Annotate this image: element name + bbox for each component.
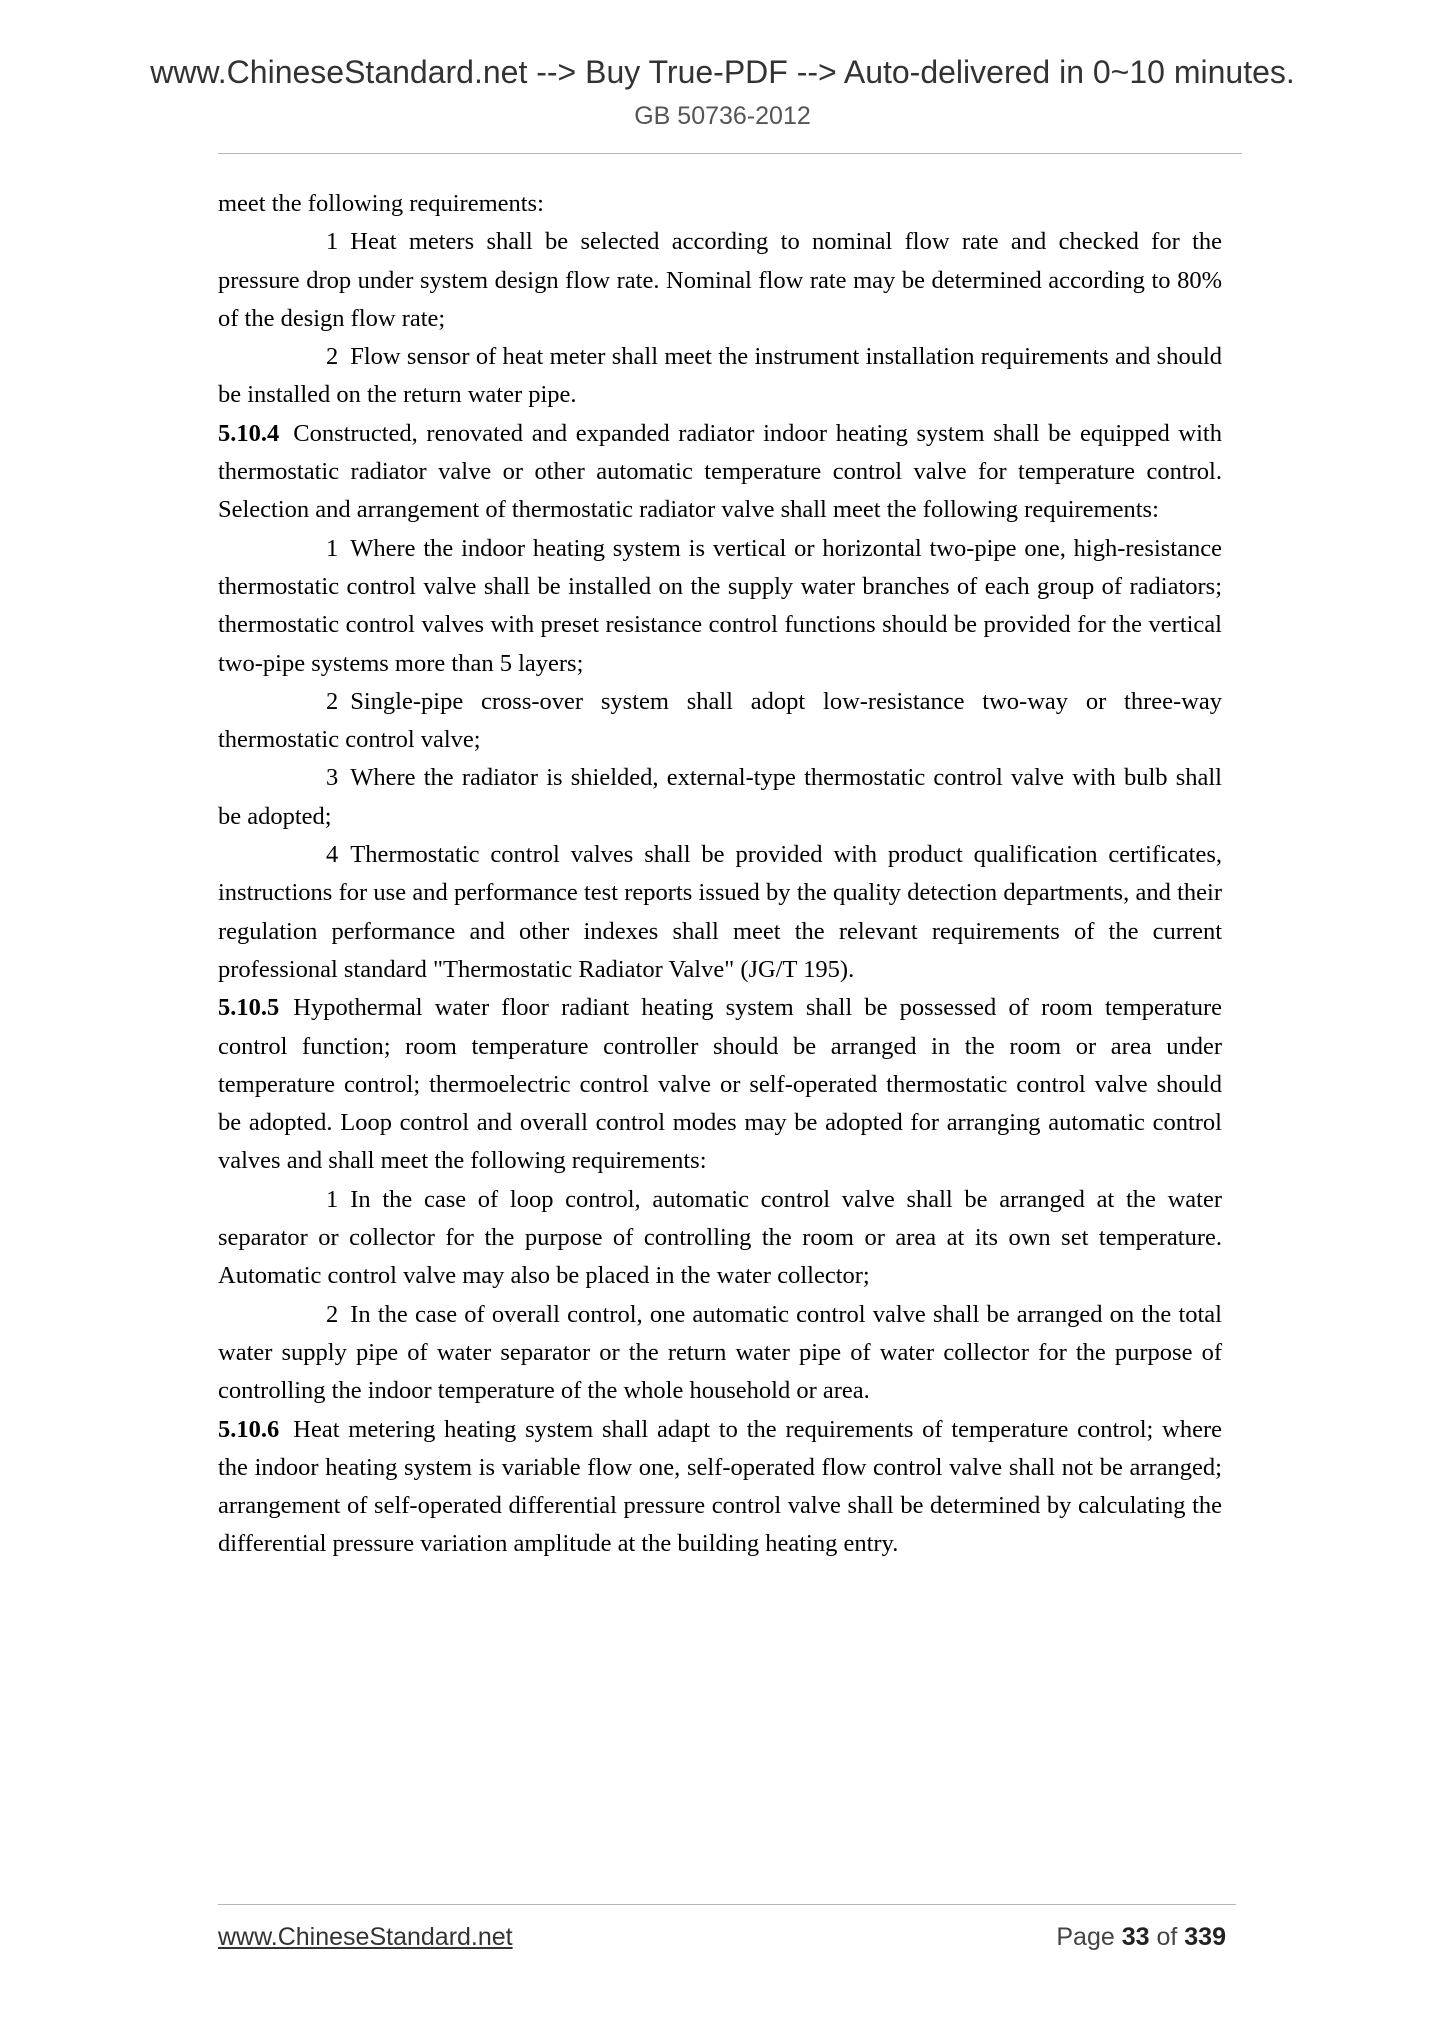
item-number: 2 (326, 687, 339, 715)
item-text: Heat meters shall be selected according to nominal flow rate and checked for the pressure drop under system design flow rate. Nominal flow rate may be determined according to 80% of the design flow rate; (218, 228, 1222, 332)
list-item (218, 1181, 1222, 1296)
footer-divider (218, 1904, 1236, 1905)
item-text: Where the indoor heating system is vertical or horizontal two-pipe one, high-resistance thermostatic control valve shall be installed on the supply water branches of each group of radiators; thermostatic control valves with preset resistance control functions should be provided for the vertical two-pipe systems more than 5 layers; (218, 534, 1222, 677)
paragraph-continuation: meet the following requirements: (218, 190, 544, 217)
item-number: 1 (326, 534, 339, 562)
page-label: Page (1056, 1923, 1115, 1951)
document-body (218, 185, 1222, 1564)
list-item (218, 759, 1222, 836)
clause-text: Constructed, renovated and expanded radiator indoor heating system shall be equipped with thermostatic radiator valve or other automatic temperature control valve for temperature control. Selection and arrangement of thermostatic radiator valve shall meet the following requirements: (218, 419, 1222, 524)
item-number: 2 (326, 1300, 339, 1328)
list-item (218, 1296, 1222, 1411)
clause-number: 5.10.5 (218, 994, 280, 1022)
clause-number: 5.10.4 (218, 419, 280, 447)
list-item (218, 338, 1222, 415)
clause-text: Hypothermal water floor radiant heating system shall be possessed of room temperature control function; room temperature controller should be arranged in the room or area under temperature control; thermoelectric control valve or self-operated thermostatic control valve should be adopted. Loop control and overall control modes may be adopted for arranging automatic control valves and shall meet the following requirements: (218, 994, 1222, 1175)
footer-website-link[interactable]: www.ChineseStandard.net (218, 1923, 513, 1951)
header-divider (218, 153, 1242, 154)
clause-5-10-4 (218, 415, 1222, 530)
list-item (218, 530, 1222, 683)
page-total: 339 (1184, 1923, 1226, 1951)
item-number: 1 (326, 1185, 339, 1213)
item-text: Thermostatic control valves shall be provided with product qualification certificates, instructions for use and performance test reports issued by the quality detection departments, and their regulation performance and other indexes shall meet the relevant requirements of the current professional standard "Thermostatic Radiator Valve" (JG/T 195). (218, 841, 1222, 983)
clause-5-10-5 (218, 989, 1222, 1180)
page-indicator (1056, 1925, 1226, 1950)
list-item (218, 683, 1222, 760)
standard-code: GB 50736-2012 (634, 102, 811, 130)
item-text: Where the radiator is shielded, external-type thermostatic control valve with bulb shall be adopted; (218, 764, 1222, 830)
clause-number: 5.10.6 (218, 1415, 280, 1443)
item-number: 4 (326, 841, 339, 869)
item-number: 1 (326, 228, 339, 256)
list-item (218, 836, 1222, 989)
item-text: Flow sensor of heat meter shall meet the instrument installation requirements and should be installed on the return water pipe. (218, 343, 1222, 409)
list-item (218, 223, 1222, 338)
page-of: of (1156, 1923, 1178, 1951)
header-banner: www.ChineseStandard.net --> Buy True-PDF --> Auto-delivered in 0~10 minutes. (150, 54, 1295, 90)
item-text: Single-pipe cross-over system shall adopt low-resistance two-way or three-way thermostatic control valve; (218, 687, 1222, 754)
item-text: In the case of loop control, automatic control valve shall be arranged at the water separator or collector for the purpose of controlling the room or area at its own set temperature. Automatic control valve may also be placed in the water collector; (218, 1185, 1222, 1290)
page-current: 33 (1121, 1923, 1150, 1951)
clause-text: Heat metering heating system shall adapt to the requirements of temperature control; where the indoor heating system is variable flow one, self-operated flow control valve shall not be arranged; arrangement of self-operated differential pressure control valve shall be determined by calculating the differential pressure variation amplitude at the building heating entry. (218, 1415, 1222, 1558)
item-number: 2 (326, 343, 339, 371)
clause-5-10-6 (218, 1411, 1222, 1564)
item-text: In the case of overall control, one automatic control valve shall be arranged on the total water supply pipe of water separator or the return water pipe of water collector for the purpose of controlling the indoor temperature of the whole household or area. (218, 1300, 1222, 1405)
item-number: 3 (326, 764, 339, 792)
